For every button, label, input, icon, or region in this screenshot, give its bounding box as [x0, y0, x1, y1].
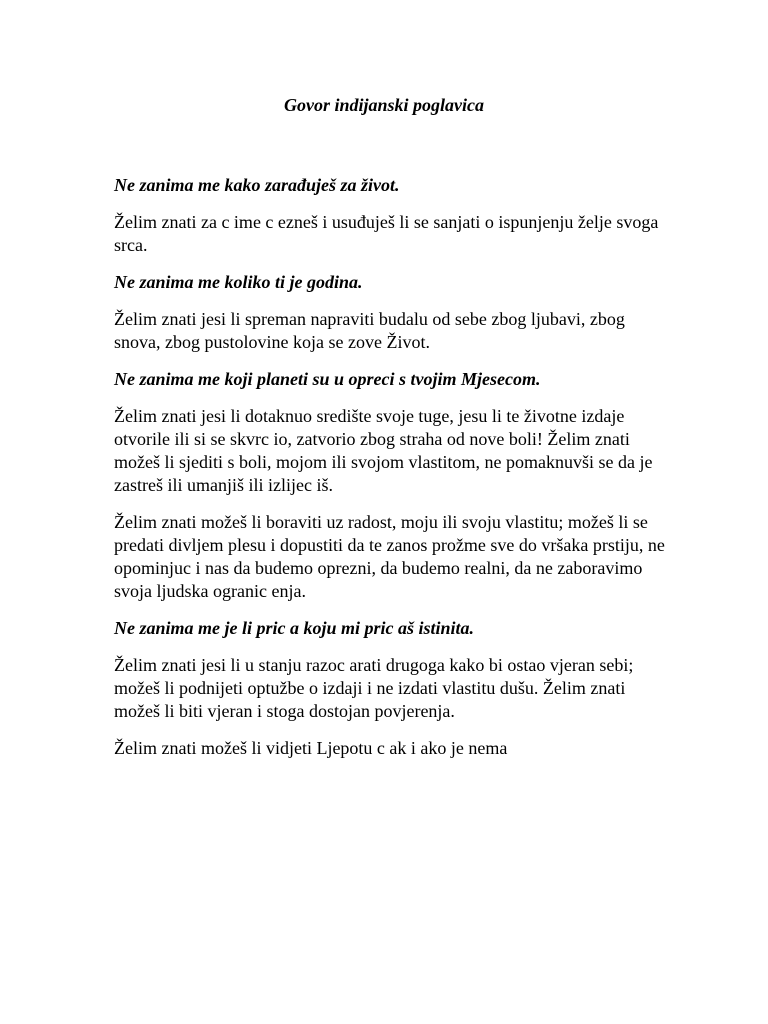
section-heading: Ne zanima me je li pric a koju mi pric aš istinita. — [114, 618, 475, 638]
section-heading: Ne zanima me koliko ti je godina. — [114, 272, 363, 292]
paragraph: Želim znati jesi li dotaknuo središte svoje tuge, jesu li te životne izdaje otvorile ili si se skvrc io, zatvorio zbog straha od nove boli! Želim znati možeš li sjediti s boli, mojom ili svojom vlastitom, ne pomaknuvši se da je zastreš ili umanjiš ili izlijec iš. — [114, 406, 653, 495]
paragraph: Želim znati jesi li u stanju razoc arati drugoga kako bi ostao vjeran sebi; možeš li podnijeti optužbe o izdaji i ne izdati vlastitu dušu. Želim znati možeš li biti vjeran i stoga dostojan povjerenja. — [114, 655, 634, 721]
section-heading: Ne zanima me kako zarađuješ za život. — [114, 175, 400, 195]
paragraph: Želim znati možeš li vidjeti Ljepotu c ak i ako je nema — [114, 738, 508, 758]
document-body — [114, 174, 674, 774]
paragraph: Želim znati možeš li boraviti uz radost, moju ili svoju vlastitu; možeš li se predati divljem plesu i dopustiti da te zanos prožme sve do vršaka prstiju, ne opominjuc i nas da budemo oprezni, da budemo realni, da ne zaboravimo svoja ljudska ogranic enja. — [114, 512, 665, 601]
document-title: Govor indijanski poglavica — [283, 95, 484, 115]
paragraph: Želim znati jesi li spreman napraviti budalu od sebe zbog ljubavi, zbog snova, zbog pustolovine koja se zove Život. — [114, 309, 625, 352]
section-heading: Ne zanima me koji planeti su u opreci s tvojim Mjesecom. — [114, 369, 541, 389]
paragraph: Želim znati za c ime c ezneš i usuđuješ li se sanjati o ispunjenju želje svoga srca. — [114, 212, 659, 255]
